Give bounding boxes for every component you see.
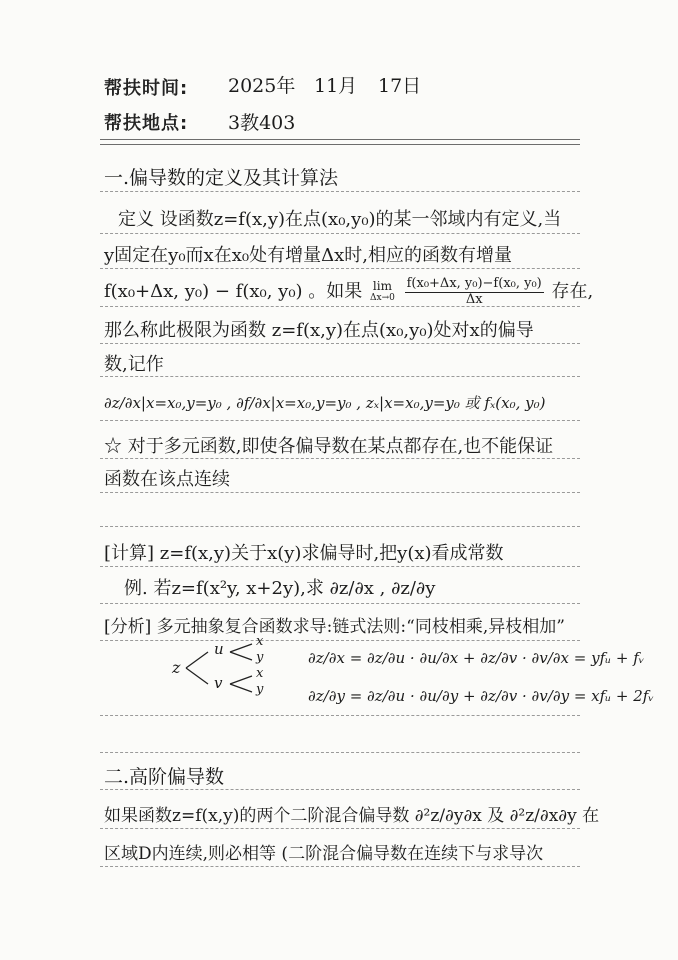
rule <box>100 343 580 344</box>
limit-operator <box>370 280 395 303</box>
tree-v: v <box>214 674 223 692</box>
equation-dz-dy: ∂z/∂y = ∂z/∂u · ∂u/∂y + ∂z/∂v · ∂v/∂y = xfᵤ + 2fᵥ <box>308 687 654 705</box>
definition-line-4: 那么称此极限为函数 z=f(x,y)在点(x₀,y₀)处对x的偏导 <box>104 320 534 341</box>
year: 2025年 <box>228 75 296 97</box>
tree-u-x: x <box>256 634 264 649</box>
definition-line-1: 定义 设函数z=f(x,y)在点(x₀,y₀)的某一邻域内有定义,当 <box>118 209 562 230</box>
rule <box>100 566 580 567</box>
tree-branches <box>172 640 282 700</box>
place-value: 3教403 <box>228 112 296 134</box>
definition-line-2: y固定在y₀而x在x₀处有增量Δx时,相应的函数有增量 <box>104 245 512 266</box>
rule <box>100 789 580 790</box>
rule <box>100 603 580 604</box>
rule <box>100 715 580 716</box>
increment-expression: f(x₀+Δx, y₀) − f(x₀, y₀) 。如果 <box>104 281 363 302</box>
tree-z: z <box>172 658 181 677</box>
rule <box>100 306 580 307</box>
notation-line: ∂z/∂x|x=x₀,y=y₀ , ∂f/∂x|x=x₀,y=y₀ , zₓ|x=x₀,y=y₀ 或 fₓ(x₀, y₀) <box>104 394 546 412</box>
dependency-tree <box>172 634 282 700</box>
calc-line: [计算] z=f(x,y)关于x(y)求偏导时,把y(x)看成常数 <box>104 543 504 564</box>
tree-v-x: x <box>256 666 264 681</box>
day: 17日 <box>378 75 422 97</box>
quotient-denominator: Δx <box>465 291 483 307</box>
definition-line-5: 数,记作 <box>104 354 164 375</box>
analysis-line: [分析] 多元抽象复合函数求导:链式法则:“同枝相乘,异枝相加” <box>104 617 565 637</box>
rule <box>100 866 580 867</box>
difference-quotient <box>405 277 544 307</box>
rule <box>100 492 580 493</box>
rule <box>100 458 580 459</box>
month: 11月 <box>314 75 358 97</box>
note-line-1: ☆ 对于多元函数,即使各偏导数在某点都存在,也不能保证 <box>104 436 554 457</box>
equation-dz-dx: ∂z/∂x = ∂z/∂u · ∂u/∂x + ∂z/∂v · ∂v/∂x = yfᵤ + fᵥ <box>308 649 645 667</box>
rule <box>100 420 580 421</box>
rule <box>100 376 580 377</box>
header-rule-top <box>100 139 580 140</box>
rule <box>100 233 580 234</box>
section2-line-2: 区域D内连续,则必相等 (二阶混合偏导数在连续下与求导次 <box>104 844 544 864</box>
time-label: 帮扶时间: <box>104 78 189 99</box>
rule <box>100 268 580 269</box>
tree-v-y: y <box>256 682 264 697</box>
section2-title: 二.高阶偏导数 <box>104 766 225 788</box>
rule <box>100 191 580 192</box>
note-line-2: 函数在该点连续 <box>104 469 230 490</box>
lim-subscript: Δx→0 <box>370 292 395 303</box>
example-line: 例. 若z=f(x²y, x+2y),求 ∂z/∂x , ∂z/∂y <box>124 578 436 599</box>
section2-line-1: 如果函数z=f(x,y)的两个二阶混合偏导数 ∂²z/∂y∂x 及 ∂²z/∂x∂y 在 <box>104 806 600 826</box>
section1-title: 一.偏导数的定义及其计算法 <box>104 167 339 189</box>
exists-text: 存在, <box>551 281 594 302</box>
quotient-numerator: f(x₀+Δx, y₀)−f(x₀, y₀) <box>406 276 542 292</box>
tree-u-y: y <box>256 650 264 665</box>
rule <box>100 828 580 829</box>
lim-text: lim <box>372 279 392 294</box>
tree-u: u <box>214 640 224 658</box>
rule <box>100 752 580 753</box>
place-label: 帮扶地点: <box>104 113 189 134</box>
definition-line-3 <box>104 277 593 307</box>
header-rule-bottom <box>100 144 580 145</box>
rule <box>100 526 580 527</box>
